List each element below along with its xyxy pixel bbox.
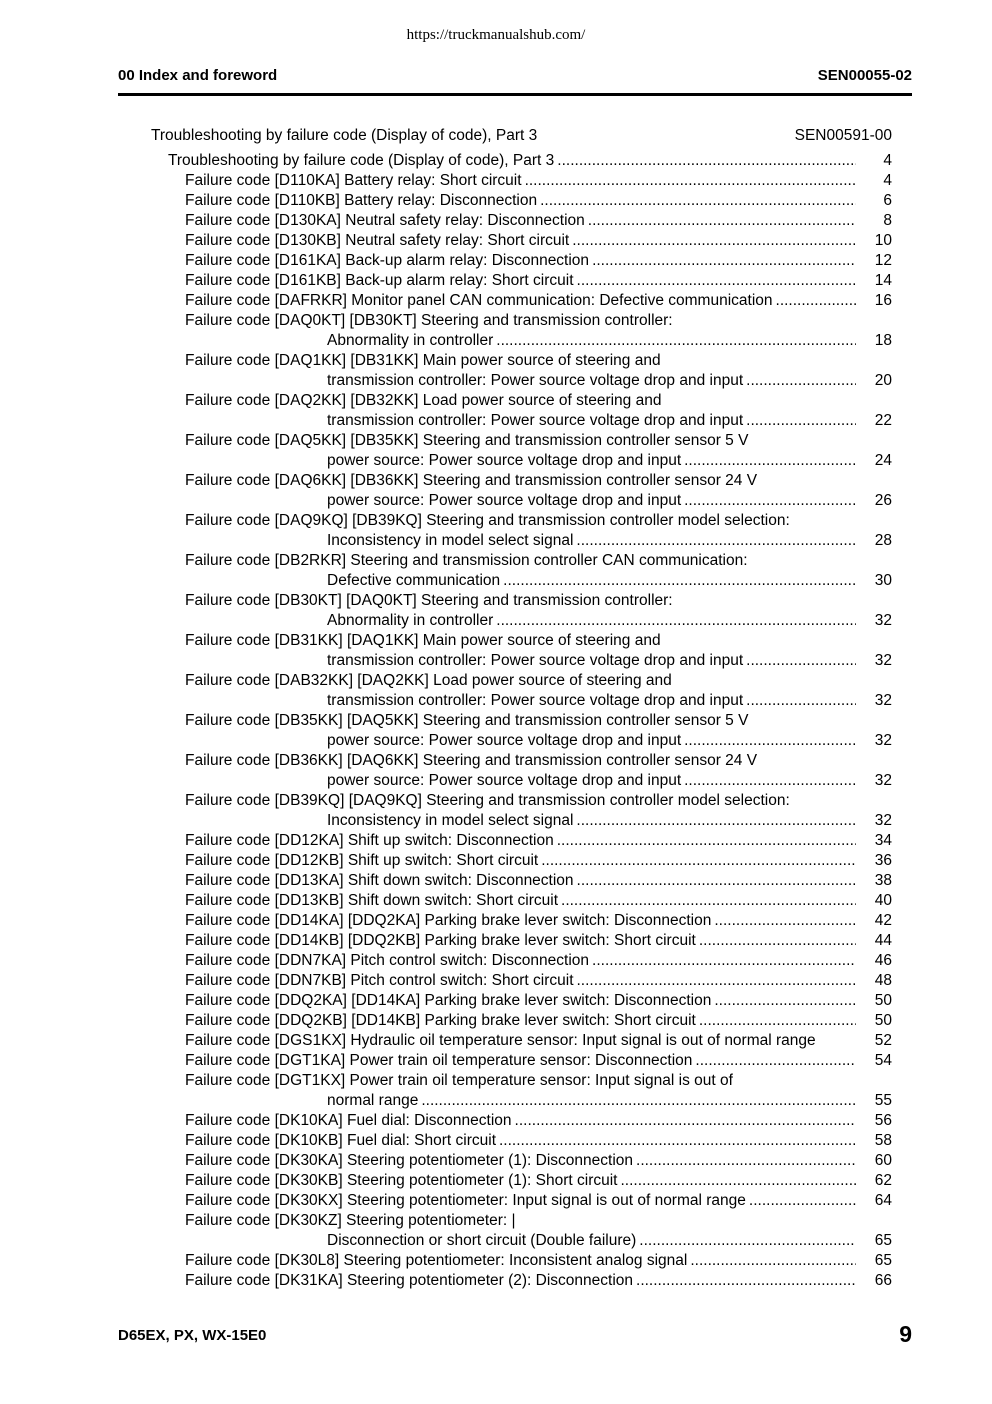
toc-entry[interactable] <box>0 871 992 891</box>
leader-dots <box>639 1231 856 1251</box>
toc-entry-page: 54 <box>874 1052 892 1069</box>
toc-entry[interactable] <box>0 971 992 991</box>
toc-entry-page: 55 <box>874 1092 892 1109</box>
toc-entry-page: 20 <box>874 372 892 389</box>
toc-entry[interactable] <box>0 291 992 311</box>
leader-dots <box>690 1251 856 1271</box>
toc-entry-page: 66 <box>874 1272 892 1289</box>
toc-entry-leader <box>185 871 856 891</box>
toc-entry[interactable] <box>0 891 992 911</box>
toc-entry-page: 44 <box>874 932 892 949</box>
toc-entry-title: Inconsistency in model select signal <box>327 532 574 549</box>
document-title: Troubleshooting by failure code (Display of code), Part 3 <box>151 127 538 144</box>
toc-entry-leader <box>185 851 856 871</box>
toc-entry-title: Failure code [DK30KA] Steering potentiometer (1): Disconnection <box>185 1152 634 1169</box>
leader-dots <box>540 191 856 211</box>
toc-entry[interactable] <box>0 851 992 871</box>
toc-entry-page: 62 <box>874 1172 892 1189</box>
toc-entry-title: Failure code [DAQ0KT] [DB30KT] Steering and transmission controller: <box>185 312 673 329</box>
toc-entry[interactable] <box>0 1011 992 1031</box>
toc-entry[interactable] <box>0 951 992 971</box>
toc-entry-leader <box>327 1091 856 1111</box>
toc-entry-page: 64 <box>874 1192 892 1209</box>
document-code: SEN00591-00 <box>794 127 892 144</box>
toc-entry[interactable] <box>0 371 992 391</box>
leader-dots <box>592 951 856 971</box>
leader-dots <box>636 1271 856 1291</box>
toc-entry-page: 6 <box>883 192 892 209</box>
toc-entry[interactable] <box>0 471 992 491</box>
leader-dots <box>577 271 856 291</box>
toc-entry-title: Failure code [DK30KX] Steering potentiometer: Input signal is out of normal range <box>185 1192 746 1209</box>
toc-entry-title: transmission controller: Power source voltage drop and input <box>327 692 744 709</box>
leader-dots <box>746 411 856 431</box>
toc-entry[interactable] <box>0 411 992 431</box>
leader-dots <box>746 691 856 711</box>
toc-entry-page: 16 <box>874 292 892 309</box>
toc-entry-leader <box>185 1171 856 1191</box>
toc-entry-title: Inconsistency in model select signal <box>327 812 574 829</box>
toc-entry-page: 38 <box>874 872 892 889</box>
toc-entry-title: Failure code [DAB32KK] [DAQ2KK] Load power source of steering and <box>185 672 672 689</box>
toc-entry-page: 40 <box>874 892 892 909</box>
toc-entry-title: Abnormality in controller <box>327 612 494 629</box>
leader-dots <box>557 831 856 851</box>
toc-entry[interactable] <box>0 1131 992 1151</box>
toc-entry-title: Failure code [DK30KZ] Steering potentiometer: | <box>185 1212 516 1229</box>
toc-entry-leader <box>327 731 856 751</box>
toc-entry-leader <box>185 1131 856 1151</box>
toc-entry-title: Failure code [DK30KB] Steering potentiometer (1): Short circuit <box>185 1172 618 1189</box>
toc-entry-title: Failure code [DAFRKR] Monitor panel CAN communication: Defective communication <box>185 292 773 309</box>
toc-entry[interactable] <box>0 1151 992 1171</box>
toc-entry[interactable] <box>0 831 992 851</box>
toc-entry-page: 34 <box>874 832 892 849</box>
toc-entry-leader <box>185 191 856 211</box>
toc-entry-page: 52 <box>874 1032 892 1049</box>
toc-entry-leader <box>185 171 856 191</box>
toc-entry-leader <box>185 991 856 1011</box>
toc-entry-title: Failure code [DK10KA] Fuel dial: Disconnection <box>185 1112 512 1129</box>
leader-dots <box>588 211 856 231</box>
toc-entry-title: power source: Power source voltage drop and input <box>327 492 682 509</box>
toc-entry-title: Failure code [DB39KQ] [DAQ9KQ] Steering and transmission controller model selection: <box>185 792 790 809</box>
toc-entry[interactable] <box>0 451 992 471</box>
toc-entry-title: Failure code [DDN7KA] Pitch control switch: Disconnection <box>185 952 590 969</box>
toc-entry-page: 32 <box>874 732 892 749</box>
header-rule <box>118 93 912 96</box>
leader-dots <box>421 1091 856 1111</box>
page-header <box>118 67 912 87</box>
toc-entry-title: Failure code [DDQ2KA] [DD14KA] Parking brake lever switch: Disconnection <box>185 992 712 1009</box>
leader-dots <box>496 331 856 351</box>
leader-dots <box>620 1171 856 1191</box>
toc-entry-leader <box>327 331 856 351</box>
toc-entry-title: Failure code [DD13KA] Shift down switch: Disconnection <box>185 872 574 889</box>
leader-dots <box>576 811 856 831</box>
toc-entry[interactable] <box>0 911 992 931</box>
source-url[interactable]: https://truckmanualshub.com/ <box>406 27 586 43</box>
toc-entry-title: normal range <box>327 1092 419 1109</box>
toc-entry[interactable] <box>0 791 992 811</box>
toc-entry-title: power source: Power source voltage drop and input <box>327 772 682 789</box>
toc-entry[interactable] <box>0 351 992 371</box>
toc-entry-title: Failure code [DAQ2KK] [DB32KK] Load power source of steering and <box>185 392 662 409</box>
toc-entry-title: Failure code [DK31KA] Steering potentiometer (2): Disconnection <box>185 1272 634 1289</box>
toc-entry-page: 22 <box>874 412 892 429</box>
toc-entry[interactable] <box>0 331 992 351</box>
leader-dots <box>749 1191 856 1211</box>
leader-dots <box>746 371 856 391</box>
toc-entry[interactable] <box>0 191 992 211</box>
toc-entry-page: 32 <box>874 812 892 829</box>
toc-entry-title: Failure code [DB30KT] [DAQ0KT] Steering and transmission controller: <box>185 592 673 609</box>
toc-entry[interactable] <box>0 491 992 511</box>
leader-dots <box>636 1151 856 1171</box>
leader-dots <box>699 1011 856 1031</box>
leader-dots <box>684 731 856 751</box>
toc-entry[interactable] <box>0 391 992 411</box>
leader-dots <box>503 571 856 591</box>
toc-entry[interactable] <box>0 591 992 611</box>
toc-entry-leader <box>185 211 856 231</box>
leader-dots <box>746 651 856 671</box>
toc-entry-title: Failure code [DB31KK] [DAQ1KK] Main power source of steering and <box>185 632 661 649</box>
toc-entry[interactable] <box>0 691 992 711</box>
toc-entry-page: 8 <box>883 212 892 229</box>
leader-dots <box>699 931 856 951</box>
toc-entry-leader <box>327 771 856 791</box>
toc-entry[interactable] <box>0 211 992 231</box>
leader-dots <box>576 531 856 551</box>
toc-entry-leader <box>327 371 856 391</box>
toc-entry-leader <box>185 1151 856 1171</box>
toc-entry-title: Failure code [DDQ2KB] [DD14KB] Parking brake lever switch: Short circuit <box>185 1012 696 1029</box>
toc-entry-leader <box>327 491 856 511</box>
toc-entry-leader <box>185 231 856 251</box>
toc-entry-title: Failure code [DD14KB] [DDQ2KB] Parking brake lever switch: Short circuit <box>185 932 696 949</box>
toc-entry-title: Failure code [D110KA] Battery relay: Short circuit <box>185 172 522 189</box>
leader-dots <box>577 871 856 891</box>
toc-entry-title: Failure code [D130KB] Neutral safety relay: Short circuit <box>185 232 570 249</box>
leader-dots <box>561 891 856 911</box>
toc-entry[interactable] <box>0 431 992 451</box>
toc-entry-page: 10 <box>874 232 892 249</box>
leader-dots <box>496 611 856 631</box>
toc-entry-title: Failure code [DB2RKR] Steering and transmission controller CAN communication: <box>185 552 748 569</box>
toc-entry-leader <box>327 571 856 591</box>
toc-entry-title: Failure code [D161KB] Back-up alarm relay: Short circuit <box>185 272 574 289</box>
toc-entry-page: 4 <box>883 172 892 189</box>
toc-entry-page: 46 <box>874 952 892 969</box>
leader-dots <box>525 171 856 191</box>
footer-page-number: 9 <box>899 1321 912 1347</box>
leader-dots <box>714 911 856 931</box>
toc-entry[interactable] <box>0 671 992 691</box>
toc-entry-leader <box>185 971 856 991</box>
toc-entry-leader <box>327 691 856 711</box>
toc-entry-page: 24 <box>874 452 892 469</box>
toc-entry-leader <box>185 951 856 971</box>
toc-entry-title: Failure code [DD12KA] Shift up switch: Disconnection <box>185 832 554 849</box>
toc-entry-title: Failure code [DK30L8] Steering potentiometer: Inconsistent analog signal <box>185 1252 688 1269</box>
toc-entry[interactable] <box>0 571 992 591</box>
toc-entry-leader <box>327 611 856 631</box>
toc-entry[interactable] <box>0 811 992 831</box>
leader-dots <box>557 151 856 171</box>
toc-entry-page: 30 <box>874 572 892 589</box>
toc-entry-page: 32 <box>874 692 892 709</box>
toc-entry-title: Failure code [DB35KK] [DAQ5KK] Steering and transmission controller sensor 5 V <box>185 712 749 729</box>
toc-entry-title: transmission controller: Power source voltage drop and input <box>327 652 744 669</box>
toc-entry[interactable] <box>0 631 992 651</box>
toc-entry-page: 12 <box>874 252 892 269</box>
toc-entry-leader <box>185 1191 856 1211</box>
document-number: SEN00055-02 <box>817 67 912 84</box>
toc-entry-page: 48 <box>874 972 892 989</box>
toc-entry-leader <box>327 651 856 671</box>
toc-entry[interactable] <box>0 731 992 751</box>
toc-entry-title: Failure code [DD12KB] Shift up switch: Short circuit <box>185 852 539 869</box>
toc-entry-page: 32 <box>874 652 892 669</box>
section-title: 00 Index and foreword <box>118 67 278 84</box>
toc-entry[interactable] <box>0 531 992 551</box>
toc-entry[interactable] <box>0 511 992 531</box>
toc-entry-leader <box>185 271 856 291</box>
toc-entry-leader <box>327 811 856 831</box>
toc-entry-page: 50 <box>874 1012 892 1029</box>
toc-entry-page: 50 <box>874 992 892 1009</box>
toc-entry-leader <box>185 891 856 911</box>
toc-entry-title: Failure code [DAQ9KQ] [DB39KQ] Steering and transmission controller model selection: <box>185 512 790 529</box>
leader-dots <box>714 991 856 1011</box>
leader-dots <box>776 291 856 311</box>
toc-entry[interactable] <box>0 271 992 291</box>
leader-dots <box>684 491 856 511</box>
toc-entry-page: 56 <box>874 1112 892 1129</box>
toc-entry[interactable] <box>0 1251 992 1271</box>
toc-entry[interactable] <box>0 1171 992 1191</box>
toc-entry-page: 42 <box>874 912 892 929</box>
toc-entry-leader <box>327 411 856 431</box>
toc-entry-title: Failure code [DD14KA] [DDQ2KA] Parking brake lever switch: Disconnection <box>185 912 712 929</box>
leader-dots <box>592 251 856 271</box>
toc-entry[interactable] <box>0 171 992 191</box>
table-of-contents <box>0 151 992 1291</box>
toc-entry[interactable] <box>0 1211 992 1231</box>
leader-dots <box>541 851 856 871</box>
toc-entry-leader <box>185 1111 856 1131</box>
leader-dots <box>695 1051 856 1071</box>
toc-entry-page: 18 <box>874 332 892 349</box>
toc-entry[interactable] <box>0 1231 992 1251</box>
toc-entry-page: 32 <box>874 612 892 629</box>
toc-entry-title: Disconnection or short circuit (Double failure) <box>327 1232 637 1249</box>
toc-entry-page: 58 <box>874 1132 892 1149</box>
toc-entry-page: 28 <box>874 532 892 549</box>
toc-entry[interactable] <box>0 1091 992 1111</box>
toc-entry-title: Failure code [D110KB] Battery relay: Disconnection <box>185 192 538 209</box>
toc-entry-page: 65 <box>874 1252 892 1269</box>
toc-entry-title: Failure code [DAQ1KK] [DB31KK] Main power source of steering and <box>185 352 661 369</box>
footer-model: D65EX, PX, WX-15E0 <box>118 1327 267 1344</box>
toc-entry[interactable] <box>0 651 992 671</box>
toc-entry-page: 32 <box>874 772 892 789</box>
toc-entry[interactable] <box>0 151 992 171</box>
document-heading <box>151 127 892 147</box>
toc-entry-title: transmission controller: Power source voltage drop and input <box>327 412 744 429</box>
toc-entry-title: Troubleshooting by failure code (Display of code), Part 3 <box>168 152 555 169</box>
toc-entry-leader <box>185 931 856 951</box>
toc-entry[interactable] <box>0 711 992 731</box>
toc-entry[interactable] <box>0 551 992 571</box>
toc-entry-page: 36 <box>874 852 892 869</box>
toc-entry[interactable] <box>0 251 992 271</box>
toc-entry-page: 60 <box>874 1152 892 1169</box>
toc-entry-title: Failure code [D130KA] Neutral safety relay: Disconnection <box>185 212 585 229</box>
toc-entry-title: Failure code [DAQ6KK] [DB36KK] Steering and transmission controller sensor 24 V <box>185 472 758 489</box>
toc-entry-leader <box>185 1271 856 1291</box>
toc-entry[interactable] <box>0 311 992 331</box>
toc-entry[interactable] <box>0 1051 992 1071</box>
toc-entry-page: 4 <box>883 152 892 169</box>
toc-entry-leader <box>185 911 856 931</box>
toc-entry-leader <box>185 831 856 851</box>
toc-entry[interactable] <box>0 751 992 771</box>
toc-entry-leader <box>327 531 856 551</box>
toc-entry-leader <box>327 451 856 471</box>
toc-entry[interactable] <box>0 1031 992 1051</box>
toc-entry[interactable] <box>0 1071 992 1091</box>
toc-entry[interactable] <box>0 771 992 791</box>
toc-entry-title: Failure code [DD13KB] Shift down switch: Short circuit <box>185 892 559 909</box>
toc-entry-page: 65 <box>874 1232 892 1249</box>
toc-entry-title: Abnormality in controller <box>327 332 494 349</box>
leader-dots <box>577 971 857 991</box>
toc-entry-title: Failure code [D161KA] Back-up alarm relay: Disconnection <box>185 252 590 269</box>
leader-dots <box>499 1131 856 1151</box>
toc-entry-page: 14 <box>874 272 892 289</box>
toc-entry-title: Failure code [DGT1KA] Power train oil temperature sensor: Disconnection <box>185 1052 693 1069</box>
toc-entry[interactable] <box>0 991 992 1011</box>
toc-entry-title: Failure code [DGS1KX] Hydraulic oil temperature sensor: Input signal is out of normal range <box>185 1032 816 1049</box>
toc-entry[interactable] <box>0 1191 992 1211</box>
toc-entry-leader <box>185 291 856 311</box>
toc-entry[interactable] <box>0 1271 992 1291</box>
toc-entry-leader <box>185 1011 856 1031</box>
leader-dots <box>684 771 856 791</box>
toc-entry-title: Failure code [DB36KK] [DAQ6KK] Steering and transmission controller sensor 24 V <box>185 752 758 769</box>
toc-entry[interactable] <box>0 931 992 951</box>
toc-entry-leader <box>168 151 856 171</box>
toc-entry-leader <box>185 251 856 271</box>
toc-entry-title: Failure code [DDN7KB] Pitch control switch: Short circuit <box>185 972 574 989</box>
toc-entry-title: power source: Power source voltage drop and input <box>327 452 682 469</box>
leader-dots <box>572 231 856 251</box>
toc-entry[interactable] <box>0 1111 992 1131</box>
toc-entry-title: Failure code [DGT1KX] Power train oil temperature sensor: Input signal is out of <box>185 1072 733 1089</box>
toc-entry-title: transmission controller: Power source voltage drop and input <box>327 372 744 389</box>
toc-entry-title: Failure code [DK10KB] Fuel dial: Short circuit <box>185 1132 496 1149</box>
toc-entry-leader <box>327 1231 856 1251</box>
toc-entry-title: power source: Power source voltage drop and input <box>327 732 682 749</box>
toc-entry-leader <box>185 1251 856 1271</box>
toc-entry[interactable] <box>0 231 992 251</box>
toc-entry-leader <box>185 1051 856 1071</box>
toc-entry-title: Defective communication <box>327 572 501 589</box>
leader-dots <box>515 1111 856 1131</box>
leader-dots <box>684 451 856 471</box>
toc-entry-page: 26 <box>874 492 892 509</box>
toc-entry[interactable] <box>0 611 992 631</box>
toc-entry-title: Failure code [DAQ5KK] [DB35KK] Steering and transmission controller sensor 5 V <box>185 432 749 449</box>
